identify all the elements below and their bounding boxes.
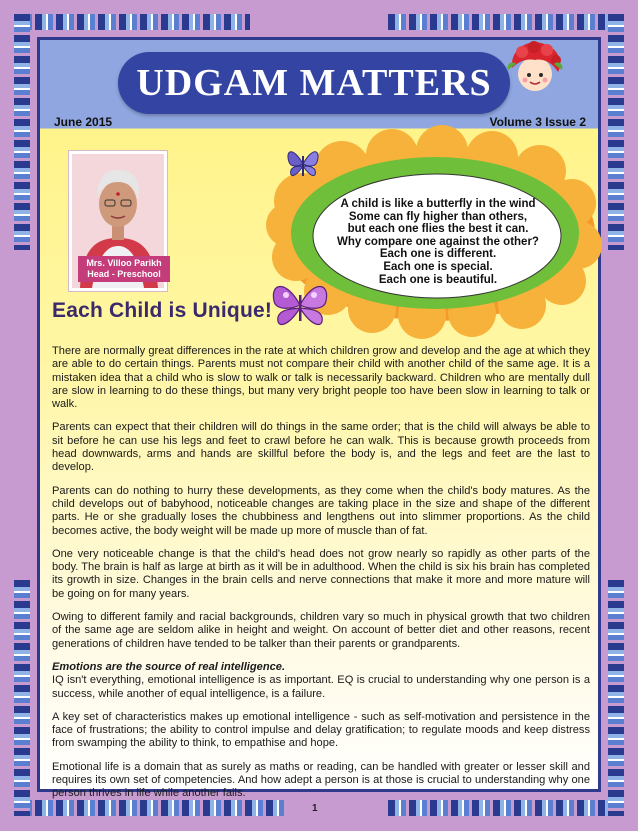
poem-line: but each one flies the best it can. [347,223,529,236]
newsletter-page [37,37,601,800]
poem [328,198,548,286]
page-number: 1 [312,803,318,814]
right-top-stripe-border [608,14,624,250]
right-bottom-stripe-border [608,580,624,816]
poem-line: Each one is special. [383,260,493,273]
article-body [52,345,590,811]
issue-volume: Volume 3 Issue 2 [489,115,586,129]
article-paragraph: A key set of characteristics makes up emotional intelligence - such as self-motivation and persistence in the face of frustrations; the ability to control impulse and delay gratification; to regulate moods and keep distress from swamping the ability to think, to empathise and hope. [52,710,590,750]
newsletter-title: UDGAM MATTERS [136,62,492,104]
profile-caption [78,256,170,282]
poem-line: Each one is different. [379,248,497,261]
masthead [118,52,510,114]
article-paragraph: IQ isn't everything, emotional intelligence is as important. EQ is crucial to understanding why one person is a success, while another of equal intelligence, is a failure. [52,674,590,700]
article-paragraph: There are normally great differences in the rate at which children grow and develop and the age at which they are able to do certain things. Parents must not compare their child with another child of the same age. It is a mistaken idea that a child who is slow to walk or talk is necessarily backward. Children who are mentally dull are slow in learning to do these things, but many very bright people too have been slow in learning to talk or walk. [52,345,590,411]
profile-role: Head - Preschool [87,269,161,279]
article-paragraph: Parents can do nothing to hurry these developments, as they come when the child's body matures. As the child develops out of babyhood, noticeable changes are taking place in the size and shape of the different parts. He or she gradually loses the chubbiness and lengthens out into slimmer proportions. As the child becomes active, the body weight will be made up more of muscle than of fat. [52,484,590,537]
article-paragraph: Parents can expect that their children will do things in the same order; that is the child will always be able to sit before he can use his legs and feet to crawl before he can walk. This is because growth proceeds from head downwards, arms and hands are skillful before the body is, and the legs and feet are the last to develop. [52,421,590,474]
butterfly-icon [268,277,332,337]
left-top-stripe-border [14,14,30,250]
top-left-stripe-border [14,14,250,30]
article-paragraph: One very noticeable change is that the child's head does not grow nearly so rapidly as other parts of the body. The brain is half as large at birth as it will be in adulthood. When the child is six his brain has completed its growth in size. Changes in the brain cells and nerve connections that make it more and more mature will be going on for many years. [52,547,590,600]
butterfly-icon [285,144,321,184]
article-paragraph: Emotional life is a domain that as surely as maths or reading, can be handled with greater or lesser skill and requires its own set of competencies. And how adept a person is at those is crucial to understanding why one person thrives in life while another fails. [52,760,590,800]
poem-line: Each one is beautiful. [378,273,498,286]
mascot-icon [504,40,566,102]
issue-date: June 2015 [54,115,113,129]
left-bottom-stripe-border [14,580,30,816]
poem-line: A child is like a butterfly in the wind [340,198,536,210]
poem-line: Some can fly higher than others, [348,210,528,223]
article-headline: Each Child is Unique! [52,299,273,322]
article-paragraph: Owing to different family and racial backgrounds, children vary so much in physical growth that two children of the same age are seldom alike in height and weight. On account of better diet and other reasons, recent generations of children have tended to be talker than their parents or grandparents. [52,611,590,650]
profile-name: Mrs. Villoo Parikh [86,258,162,268]
poem-line: Why compare one against the other? [337,235,539,248]
top-right-stripe-border [388,14,624,30]
article-subheading: Emotions are the source of real intelligence. [52,660,286,673]
